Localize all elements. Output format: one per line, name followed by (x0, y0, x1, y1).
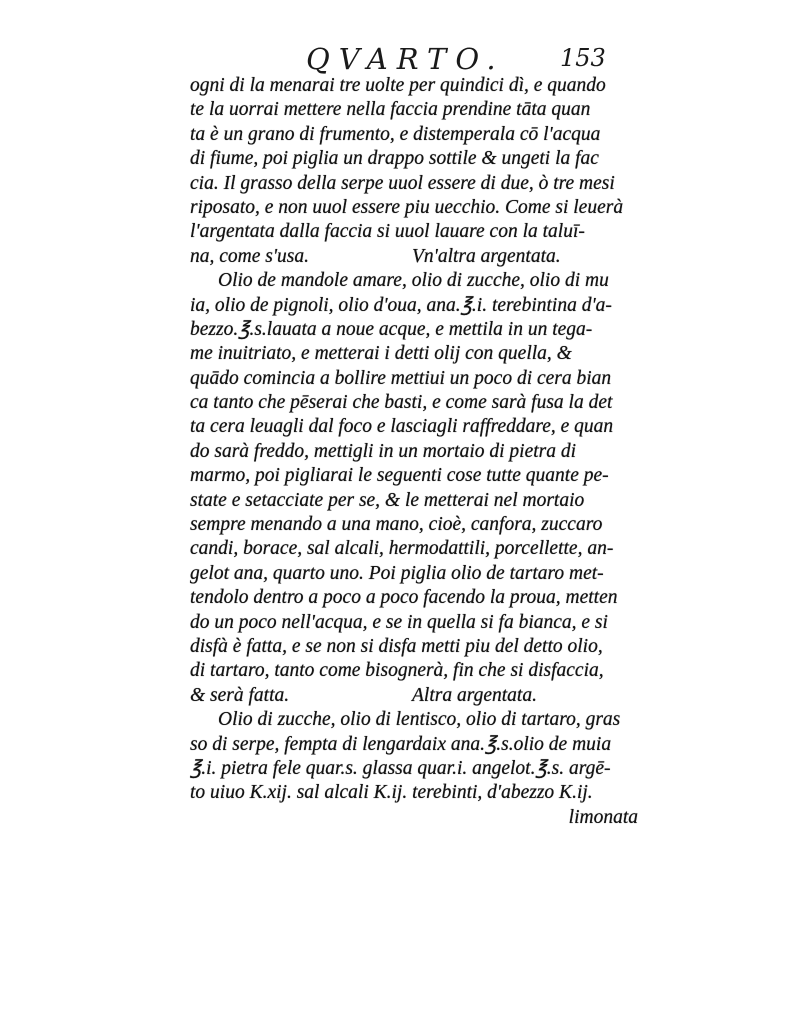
page-number: 153 (560, 44, 606, 72)
text-line: Olio di zucche, olio di lentisco, olio di tartaro, gras (218, 709, 621, 731)
text-line: candi, borace, sal alcali, hermodattili, porcellette, an- (190, 538, 614, 560)
text-line: do un poco nell'acqua, e se in quella si fa bianca, e si (190, 611, 608, 633)
text-line: gelot ana, quarto uno. Poi piglia olio de tartaro met- (190, 562, 604, 584)
text-line: te la uorrai mettere nella faccia prendine tāta quan (190, 99, 591, 121)
text-line: state e setacciate per se, & le metterai nel mortaio (190, 489, 585, 511)
section-heading-line (190, 245, 650, 269)
running-title: QVARTO. (306, 42, 505, 76)
text-line: me inuitriato, e metterai i detti olij con quella, & (190, 343, 572, 365)
text-line-end: & serà fatta. (190, 684, 290, 706)
text-line: ta è un grano di frumento, e distemperala cō l'acqua (190, 123, 601, 145)
text-line: cia. Il grasso della serpe uuol essere di due, ò tre mesi (190, 172, 615, 194)
text-line: di fiume, poi piglia un drappo sottile & ungeti la fac (190, 148, 599, 170)
text-line: ogni di la menarai tre uolte per quindici dì, e quando (190, 75, 606, 96)
text-line: disfà è fatta, e se non si disfa metti piu del detto olio, (190, 635, 603, 657)
recipe-title: Vn'altra argentata. (412, 245, 561, 267)
text-line: l'argentata dalla faccia si uuol lauare con la taluī- (190, 221, 585, 243)
section-heading-line (190, 684, 650, 708)
text-line: di tartaro, tanto come bisognerà, fin che si disfaccia, (190, 660, 604, 682)
text-line: bezzo.℥.s.lauata a noue acque, e mettila in un tega- (190, 318, 593, 340)
body-text (190, 74, 650, 830)
text-line: ia, olio de pignoli, olio d'oua, ana.℥.i. terebintina d'a- (190, 294, 612, 316)
text-line: marmo, poi pigliarai le seguenti cose tutte quante pe- (190, 465, 609, 487)
text-line: riposato, e non uuol essere piu uecchio. Come si leuerà (190, 196, 624, 218)
text-line: Olio de mandole amare, olio di zucche, olio di mu (218, 270, 609, 292)
text-line: ca tanto che pēserai che basti, e come sarà fusa la det (190, 392, 613, 414)
text-line: tendolo dentro a poco a poco facendo la proua, metten (190, 587, 618, 609)
text-line-end: na, come s'usa. (190, 245, 309, 267)
text-line: do sarà freddo, mettigli in un mortaio di pietra di (190, 440, 577, 462)
text-line: to uiuo K.xij. sal alcali K.ij. terebinti, d'abezzo K.ij. (190, 782, 593, 804)
text-line: ta cera leuagli dal foco e lasciagli raffreddare, e quan (190, 416, 614, 438)
text-line: so di serpe, fempta di lengardaix ana.℥.s.olio de muia (190, 733, 612, 755)
text-line: quādo comincia a bollire mettiui un poco di cera bian (190, 367, 612, 389)
recipe-title: Altra argentata. (412, 684, 537, 706)
catchword: limonata (568, 806, 638, 828)
text-line: ℥.i. pietra fele quar.s. glassa quar.i. angelot.℥.s. argē- (190, 757, 611, 779)
text-line: sempre menando a una mano, cioè, canfora, zuccaro (190, 514, 603, 536)
